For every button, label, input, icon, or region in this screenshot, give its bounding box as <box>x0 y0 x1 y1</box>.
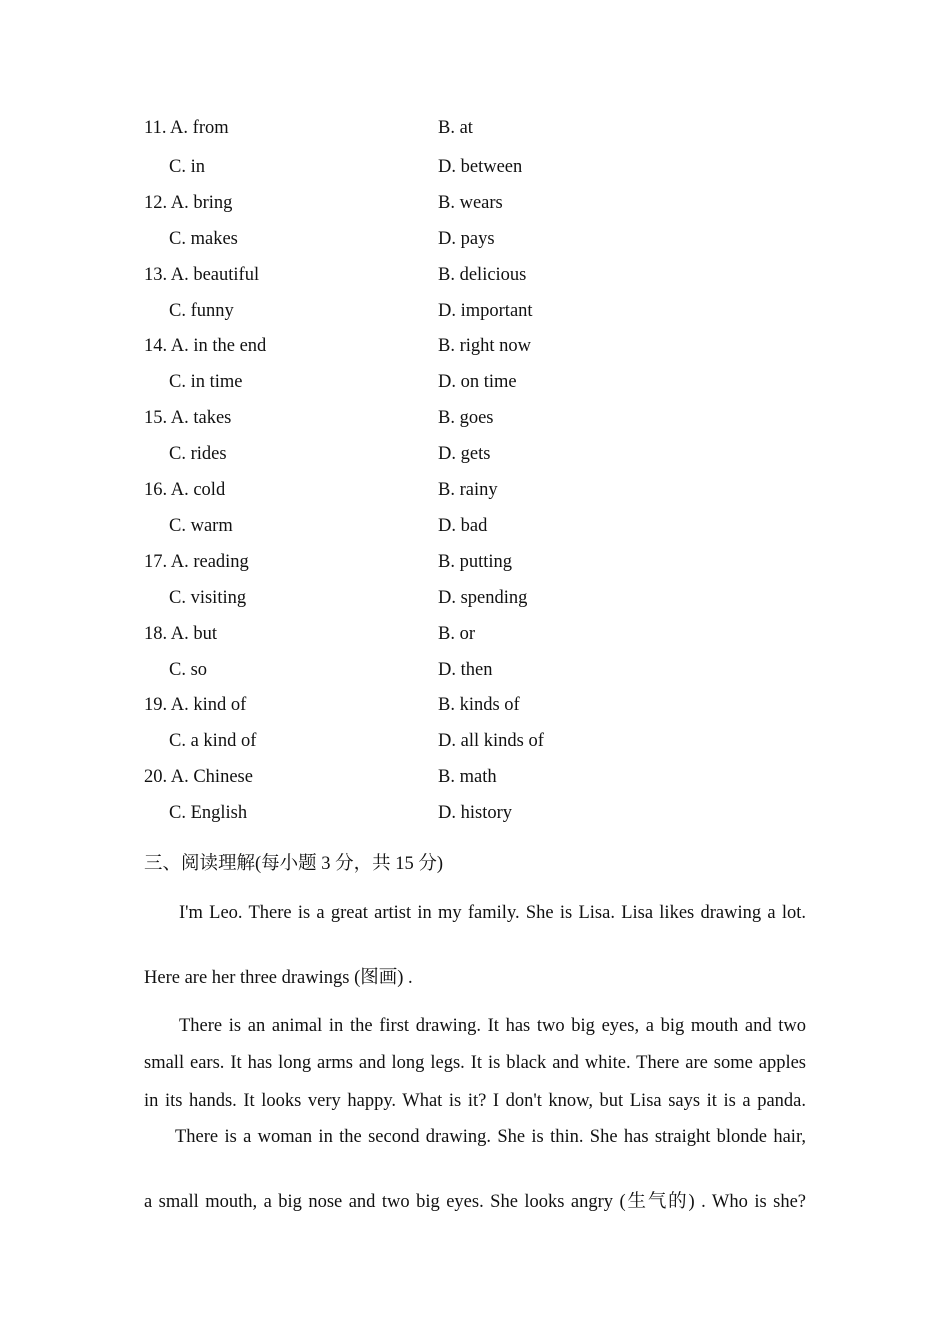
option-row-11-ab <box>0 114 950 142</box>
option-row-13-cd <box>0 297 950 325</box>
option-13-d: D. important <box>438 301 533 321</box>
option-18-b: B. or <box>438 624 475 644</box>
option-20-d: D. history <box>438 803 512 823</box>
option-12-d: D. pays <box>438 229 495 249</box>
option-20-c: C. English <box>169 803 248 823</box>
option-14-a: 14. A. in the end <box>144 336 267 356</box>
option-16-d: D. bad <box>438 516 488 536</box>
option-17-a: 17. A. reading <box>144 552 249 572</box>
option-13-b: B. delicious <box>438 265 527 285</box>
option-17-c: C. visiting <box>169 588 247 608</box>
option-16-b: B. rainy <box>438 480 498 500</box>
option-11-b: B. at <box>438 118 473 138</box>
option-15-a: 15. A. takes <box>144 408 232 428</box>
option-row-15-cd <box>0 440 950 468</box>
option-19-d: D. all kinds of <box>438 731 544 751</box>
option-19-a: 19. A. kind of <box>144 695 247 715</box>
passage-line-6: There is a woman in the second drawing. She is thin. She has straight blonde hair, <box>175 1127 806 1147</box>
option-14-d: D. on time <box>438 372 517 392</box>
passage-line-3: There is an animal in the first drawing. It has two big eyes, a big mouth and two <box>179 1016 806 1036</box>
option-18-d: D. then <box>438 660 493 680</box>
option-row-12-cd <box>0 225 950 253</box>
option-row-18-ab <box>0 620 950 648</box>
option-12-a: 12. A. bring <box>144 193 233 213</box>
option-row-18-cd <box>0 656 950 684</box>
option-row-16-cd <box>0 512 950 540</box>
option-row-12-ab <box>0 189 950 217</box>
option-11-d: D. between <box>438 157 523 177</box>
option-11-a: 11. A. from <box>144 118 229 138</box>
passage-line-2: Here are her three drawings (图画) . <box>144 968 413 988</box>
option-row-11-cd <box>0 153 950 181</box>
section-3-title: 三、阅读理解(每小题 3 分，共 15 分) <box>144 854 444 874</box>
option-12-c: C. makes <box>169 229 238 249</box>
passage-line-1: I'm Leo. There is a great artist in my family. She is Lisa. Lisa likes drawing a lot. <box>179 903 806 923</box>
option-15-d: D. gets <box>438 444 491 464</box>
option-15-b: B. goes <box>438 408 494 428</box>
passage-line-4: small ears. It has long arms and long legs. It is black and white. There are some apples <box>144 1053 806 1073</box>
option-12-b: B. wears <box>438 193 503 213</box>
option-20-b: B. math <box>438 767 497 787</box>
option-row-20-ab <box>0 763 950 791</box>
option-row-15-ab <box>0 404 950 432</box>
option-15-c: C. rides <box>169 444 227 464</box>
option-11-c: C. in <box>169 157 205 177</box>
option-row-17-ab <box>0 548 950 576</box>
option-17-b: B. putting <box>438 552 513 572</box>
option-20-a: 20. A. Chinese <box>144 767 253 787</box>
option-16-a: 16. A. cold <box>144 480 226 500</box>
option-18-a: 18. A. but <box>144 624 217 644</box>
option-row-19-cd <box>0 727 950 755</box>
passage-line-5: in its hands. It looks very happy. What is it? I don't know, but Lisa says it is a panda. <box>144 1091 806 1111</box>
option-row-13-ab <box>0 261 950 289</box>
option-row-14-ab <box>0 332 950 360</box>
option-17-d: D. spending <box>438 588 528 608</box>
passage-line-7: a small mouth, a big nose and two big eyes. She looks angry (生气的) . Who is she? <box>144 1192 806 1212</box>
option-row-14-cd <box>0 368 950 396</box>
option-row-17-cd <box>0 584 950 612</box>
option-13-c: C. funny <box>169 301 234 321</box>
option-14-b: B. right now <box>438 336 532 356</box>
option-19-b: B. kinds of <box>438 695 520 715</box>
option-row-19-ab <box>0 691 950 719</box>
option-14-c: C. in time <box>169 372 243 392</box>
option-13-a: 13. A. beautiful <box>144 265 260 285</box>
option-18-c: C. so <box>169 660 208 680</box>
option-row-20-cd <box>0 799 950 827</box>
option-16-c: C. warm <box>169 516 233 536</box>
option-row-16-ab <box>0 476 950 504</box>
option-19-c: C. a kind of <box>169 731 257 751</box>
